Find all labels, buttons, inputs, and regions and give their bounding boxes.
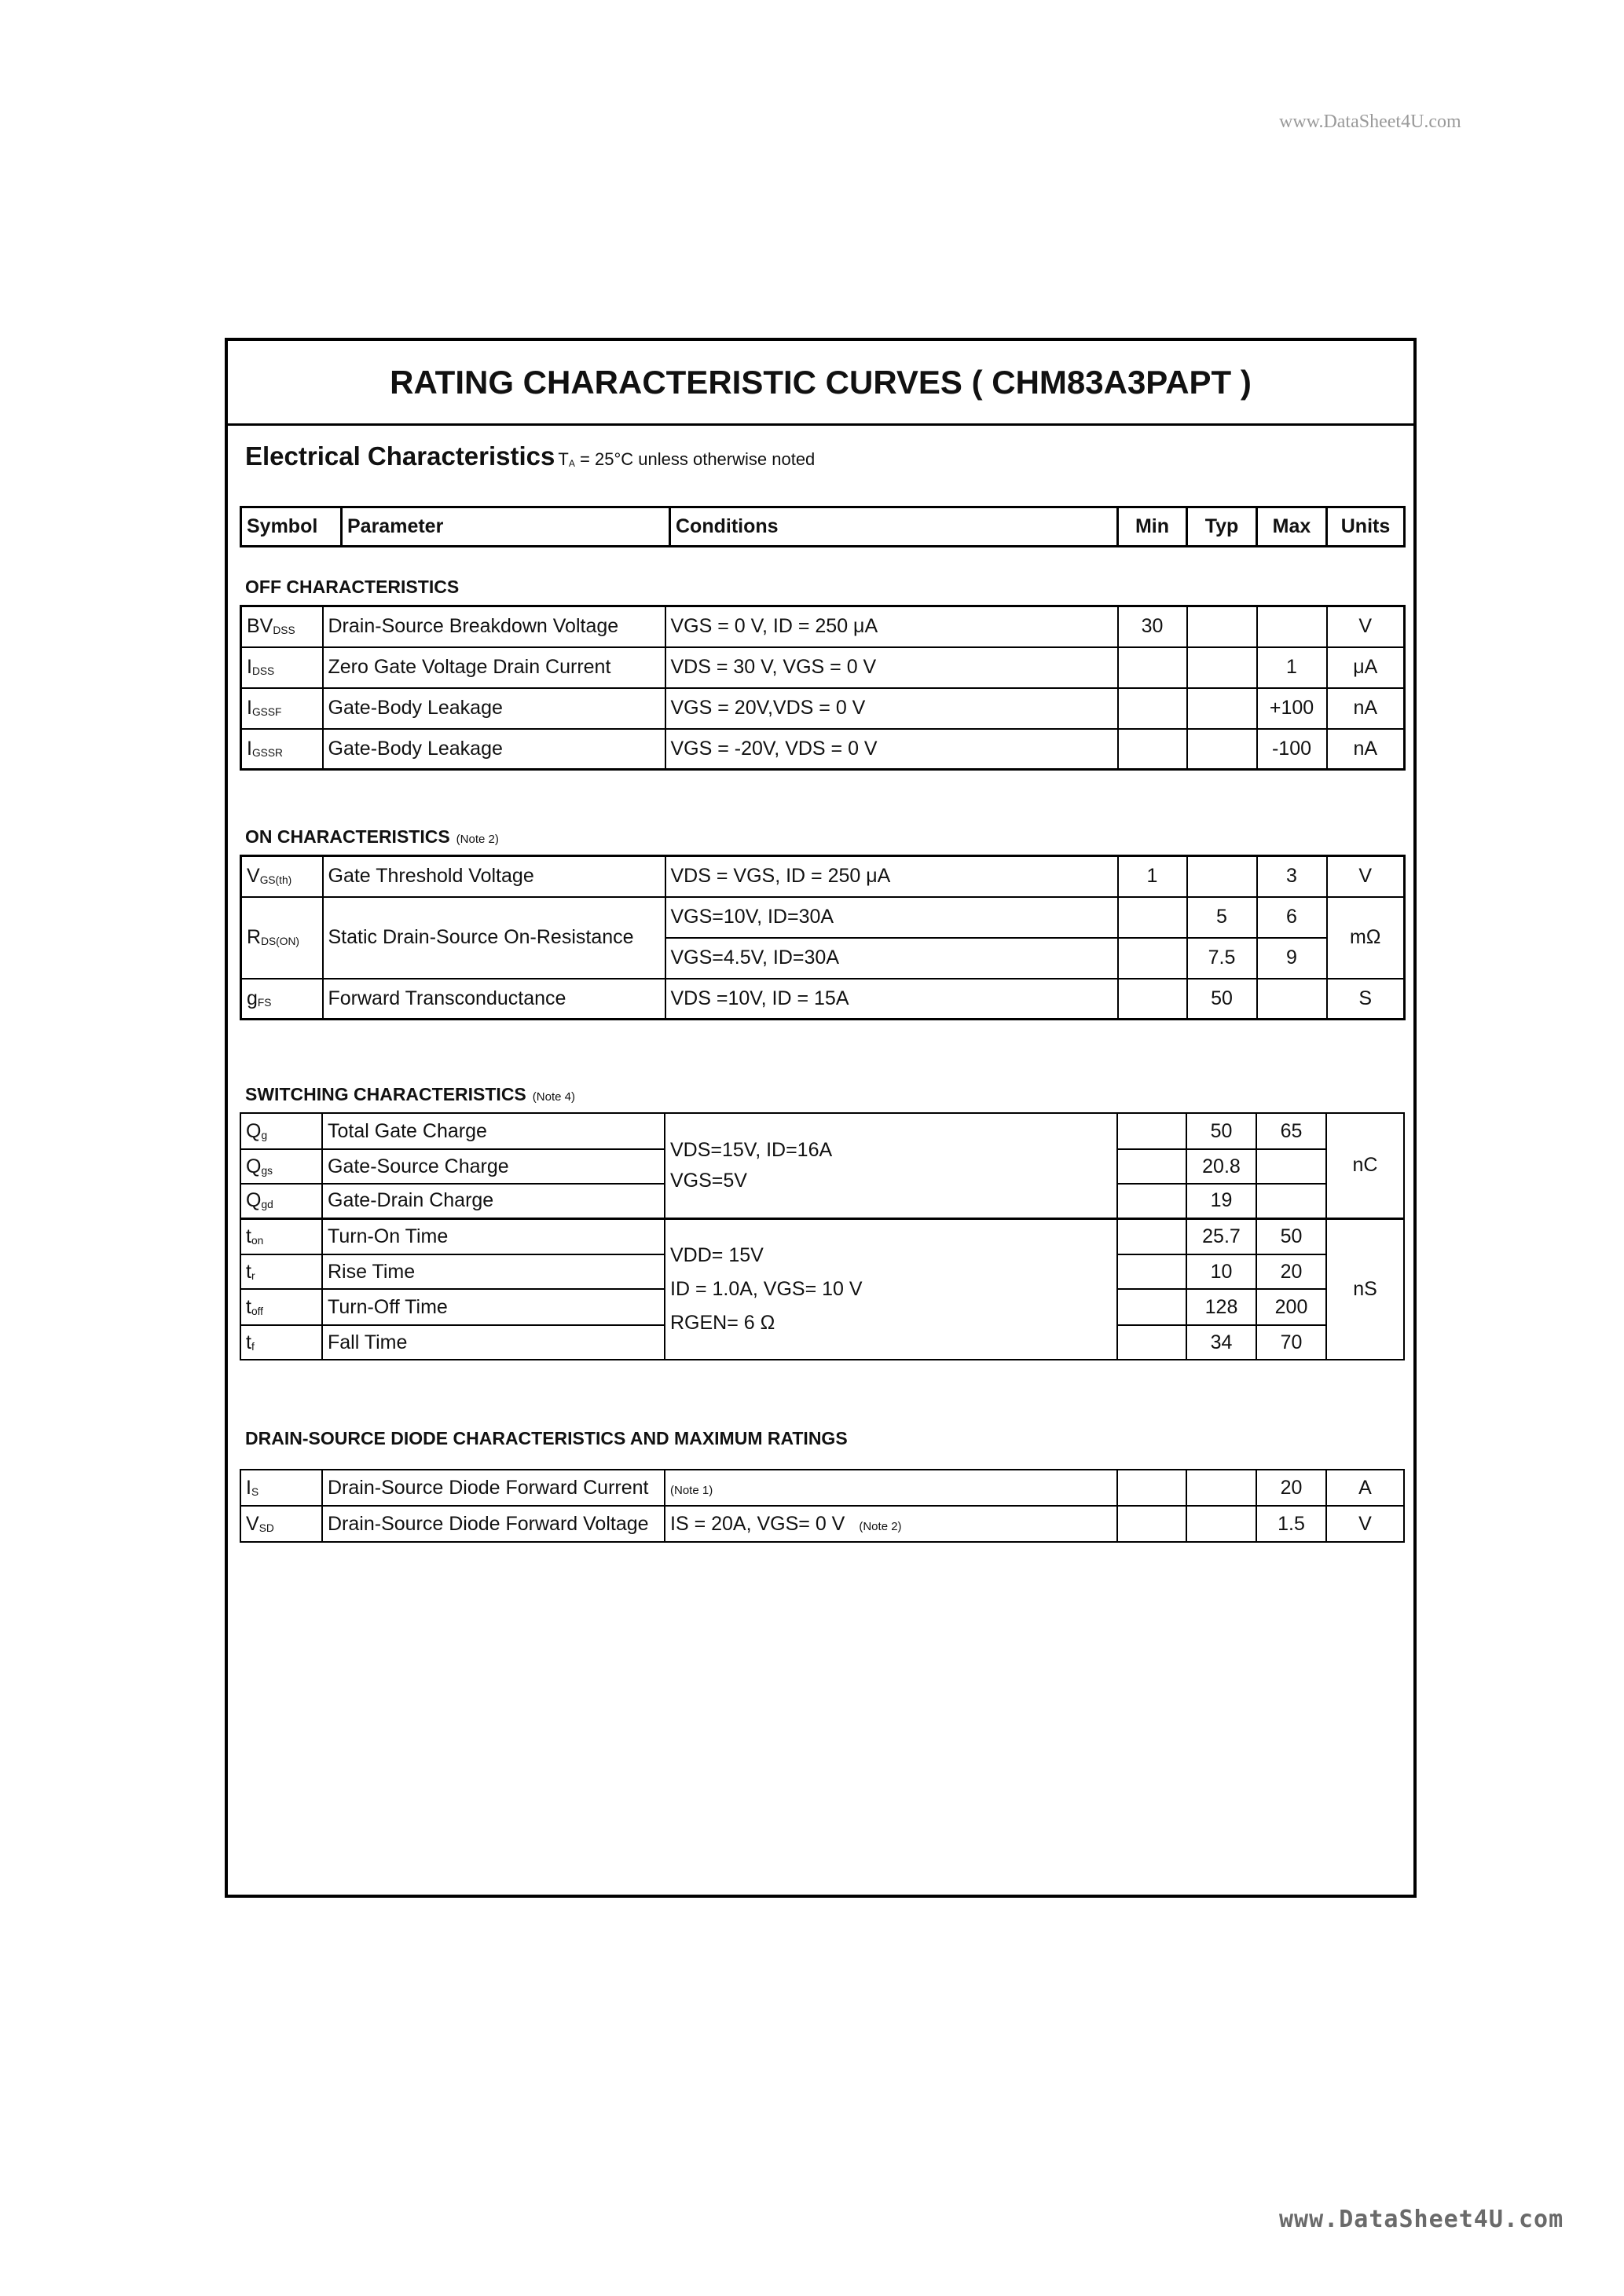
sw-group2-unit: nS xyxy=(1326,1218,1404,1360)
watermark-top[interactable]: www.DataSheet4U.com xyxy=(1279,112,1461,132)
on-cond-1b: VGS=4.5V, ID=30A xyxy=(665,938,1118,979)
off-unit-3: nA xyxy=(1327,729,1405,770)
on-unit-1: mΩ xyxy=(1327,897,1405,979)
off-row xyxy=(241,606,1405,647)
off-param-2: Gate-Body Leakage xyxy=(323,688,665,729)
sw-param-3: Turn-On Time xyxy=(322,1218,665,1254)
sw-param-4: Rise Time xyxy=(322,1254,665,1289)
off-min-1 xyxy=(1118,647,1187,688)
on-param-2: Forward Transconductance xyxy=(323,979,665,1020)
on-table xyxy=(240,855,1406,1020)
col-typ: Typ xyxy=(1187,507,1257,547)
off-sym-0: $BV_{DSS}$ xyxy=(241,606,323,647)
sw-min-1 xyxy=(1117,1149,1186,1184)
switching-table xyxy=(240,1112,1405,1360)
watermark-bottom[interactable]: www.DataSheet4U.com xyxy=(1279,2206,1564,2233)
sw-max-0: 65 xyxy=(1256,1113,1326,1149)
col-min: Min xyxy=(1118,507,1187,547)
sw-sym-6: $t_f$ xyxy=(240,1325,322,1360)
diode-section-title: DRAIN-SOURCE DIODE CHARACTERISTICS AND MAXIMUM RATINGS xyxy=(245,1428,848,1448)
off-min-2 xyxy=(1118,688,1187,729)
sw-min-2 xyxy=(1117,1184,1186,1218)
on-min-2 xyxy=(1118,979,1187,1020)
on-unit-2: S xyxy=(1327,979,1405,1020)
sw-sym-2: $Q_{gd}$ xyxy=(240,1184,322,1218)
off-unit-2: nA xyxy=(1327,688,1405,729)
col-units: Units xyxy=(1327,507,1405,547)
off-row xyxy=(241,729,1405,770)
sw-typ-3: 25.7 xyxy=(1186,1218,1256,1254)
on-typ-1b: 7.5 xyxy=(1187,938,1257,979)
off-typ-3 xyxy=(1187,729,1257,770)
on-sym-2: $g_{FS}$ xyxy=(241,979,323,1020)
col-parameter: Parameter xyxy=(342,507,670,547)
diode-cond-0: (Note 1) xyxy=(665,1470,1117,1506)
diode-param-1: Drain-Source Diode Forward Voltage xyxy=(322,1506,665,1542)
sw-sym-3: $t_{on}$ xyxy=(240,1218,322,1254)
diode-min-0 xyxy=(1117,1470,1186,1506)
off-max-1: 1 xyxy=(1257,647,1327,688)
on-max-1b: 9 xyxy=(1257,938,1327,979)
sw-param-2: Gate-Drain Charge xyxy=(322,1184,665,1218)
col-max: Max xyxy=(1257,507,1327,547)
sw-sym-1: $Q_{gs}$ xyxy=(240,1149,322,1184)
off-max-0 xyxy=(1257,606,1327,647)
column-header-table xyxy=(240,506,1406,547)
sw-sym-4: $t_r$ xyxy=(240,1254,322,1289)
col-symbol: Symbol xyxy=(241,507,342,547)
diode-table xyxy=(240,1469,1405,1543)
off-cond-3: VGS = -20V, VDS = 0 V xyxy=(665,729,1118,770)
sw-param-6: Fall Time xyxy=(322,1325,665,1360)
electrical-characteristics-heading xyxy=(245,441,815,471)
on-cond-2: VDS =10V, ID = 15A xyxy=(665,979,1118,1020)
off-section-title: OFF CHARACTERISTICS xyxy=(245,577,460,597)
sw-min-6 xyxy=(1117,1325,1186,1360)
sw-max-5: 200 xyxy=(1256,1289,1326,1325)
diode-sym-0: $I_S$ xyxy=(240,1470,322,1506)
diode-sym-1: $V_{SD}$ xyxy=(240,1506,322,1542)
sw-min-4 xyxy=(1117,1254,1186,1289)
on-param-0: Gate Threshold Voltage xyxy=(323,856,665,897)
sw-max-3: 50 xyxy=(1256,1218,1326,1254)
off-row xyxy=(241,688,1405,729)
sw-param-0: Total Gate Charge xyxy=(322,1113,665,1149)
off-param-3: Gate-Body Leakage xyxy=(323,729,665,770)
diode-typ-1 xyxy=(1186,1506,1256,1542)
on-cond-1: VGS=10V, ID=30A xyxy=(665,897,1118,938)
sw-typ-6: 34 xyxy=(1186,1325,1256,1360)
off-typ-1 xyxy=(1187,647,1257,688)
ec-condition: $T_A = 25^\circ C$ unless otherwise noted xyxy=(558,449,816,469)
on-sym-1: $R_{DS(ON)}$ xyxy=(241,897,323,979)
off-table xyxy=(240,605,1406,771)
off-cond-1: VDS = 30 V, VGS = 0 V xyxy=(665,647,1118,688)
diode-typ-0 xyxy=(1186,1470,1256,1506)
sw-group1-cond: VDS=15V, ID=16A VGS=5V xyxy=(665,1113,1117,1218)
sw-typ-1: 20.8 xyxy=(1186,1149,1256,1184)
off-max-3: -100 xyxy=(1257,729,1327,770)
sw-typ-5: 128 xyxy=(1186,1289,1256,1325)
off-cond-0: VGS = 0 V, ID = 250 μA xyxy=(665,606,1118,647)
diode-unit-1: V xyxy=(1326,1506,1404,1542)
off-sym-1: $I_{DSS}$ xyxy=(241,647,323,688)
off-param-0: Drain-Source Breakdown Voltage xyxy=(323,606,665,647)
off-param-1: Zero Gate Voltage Drain Current xyxy=(323,647,665,688)
diode-max-0: 20 xyxy=(1256,1470,1326,1506)
off-min-0: 30 xyxy=(1118,606,1187,647)
sw-group2-cond: VDD= 15V ID = 1.0A, VGS= 10 V RGEN= 6 Ω xyxy=(665,1218,1117,1360)
on-sym-0: $V_{GS(th)}$ xyxy=(241,856,323,897)
sw-max-4: 20 xyxy=(1256,1254,1326,1289)
on-max-1: 6 xyxy=(1257,897,1327,938)
off-sym-2: $I_{GSSF}$ xyxy=(241,688,323,729)
on-typ-2: 50 xyxy=(1187,979,1257,1020)
on-param-1: Static Drain-Source On-Resistance xyxy=(323,897,665,979)
on-min-1b xyxy=(1118,938,1187,979)
off-max-2: +100 xyxy=(1257,688,1327,729)
sw-typ-2: 19 xyxy=(1186,1184,1256,1218)
off-sym-3: $I_{GSSR}$ xyxy=(241,729,323,770)
sw-max-2 xyxy=(1256,1184,1326,1218)
off-min-3 xyxy=(1118,729,1187,770)
sw-typ-0: 50 xyxy=(1186,1113,1256,1149)
ec-heading-text: Electrical Characteristics xyxy=(245,441,555,471)
on-min-1 xyxy=(1118,897,1187,938)
sw-sym-5: $t_{off}$ xyxy=(240,1289,322,1325)
sw-sym-0: $Q_g$ xyxy=(240,1113,322,1149)
on-cond-0: VDS = VGS, ID = 250 μA xyxy=(665,856,1118,897)
page-title: RATING CHARACTERISTIC CURVES ( CHM83A3PAPT ) xyxy=(228,341,1413,426)
sw-min-5 xyxy=(1117,1289,1186,1325)
on-max-2 xyxy=(1257,979,1327,1020)
on-min-0: 1 xyxy=(1118,856,1187,897)
sw-max-1 xyxy=(1256,1149,1326,1184)
sw-param-1: Gate-Source Charge xyxy=(322,1149,665,1184)
off-typ-0 xyxy=(1187,606,1257,647)
on-typ-1: 5 xyxy=(1187,897,1257,938)
sw-param-5: Turn-Off Time xyxy=(322,1289,665,1325)
off-unit-0: V xyxy=(1327,606,1405,647)
on-typ-0 xyxy=(1187,856,1257,897)
switching-section-title: SWITCHING CHARACTERISTICS (Note 4) xyxy=(245,1084,575,1104)
off-row xyxy=(241,647,1405,688)
sw-min-3 xyxy=(1117,1218,1186,1254)
diode-param-0: Drain-Source Diode Forward Current xyxy=(322,1470,665,1506)
datasheet-frame xyxy=(225,338,1417,1898)
diode-unit-0: A xyxy=(1326,1470,1404,1506)
on-section-title: ON CHARACTERISTICS (Note 2) xyxy=(245,826,499,847)
diode-min-1 xyxy=(1117,1506,1186,1542)
sw-typ-4: 10 xyxy=(1186,1254,1256,1289)
col-conditions: Conditions xyxy=(670,507,1118,547)
off-cond-2: VGS = 20V,VDS = 0 V xyxy=(665,688,1118,729)
sw-min-0 xyxy=(1117,1113,1186,1149)
sw-group1-unit: nC xyxy=(1326,1113,1404,1218)
on-unit-0: V xyxy=(1327,856,1405,897)
off-unit-1: μA xyxy=(1327,647,1405,688)
off-typ-2 xyxy=(1187,688,1257,729)
diode-max-1: 1.5 xyxy=(1256,1506,1326,1542)
sw-max-6: 70 xyxy=(1256,1325,1326,1360)
on-max-0: 3 xyxy=(1257,856,1327,897)
diode-cond-1: IS = 20A, VGS= 0 V (Note 2) xyxy=(665,1506,1117,1542)
